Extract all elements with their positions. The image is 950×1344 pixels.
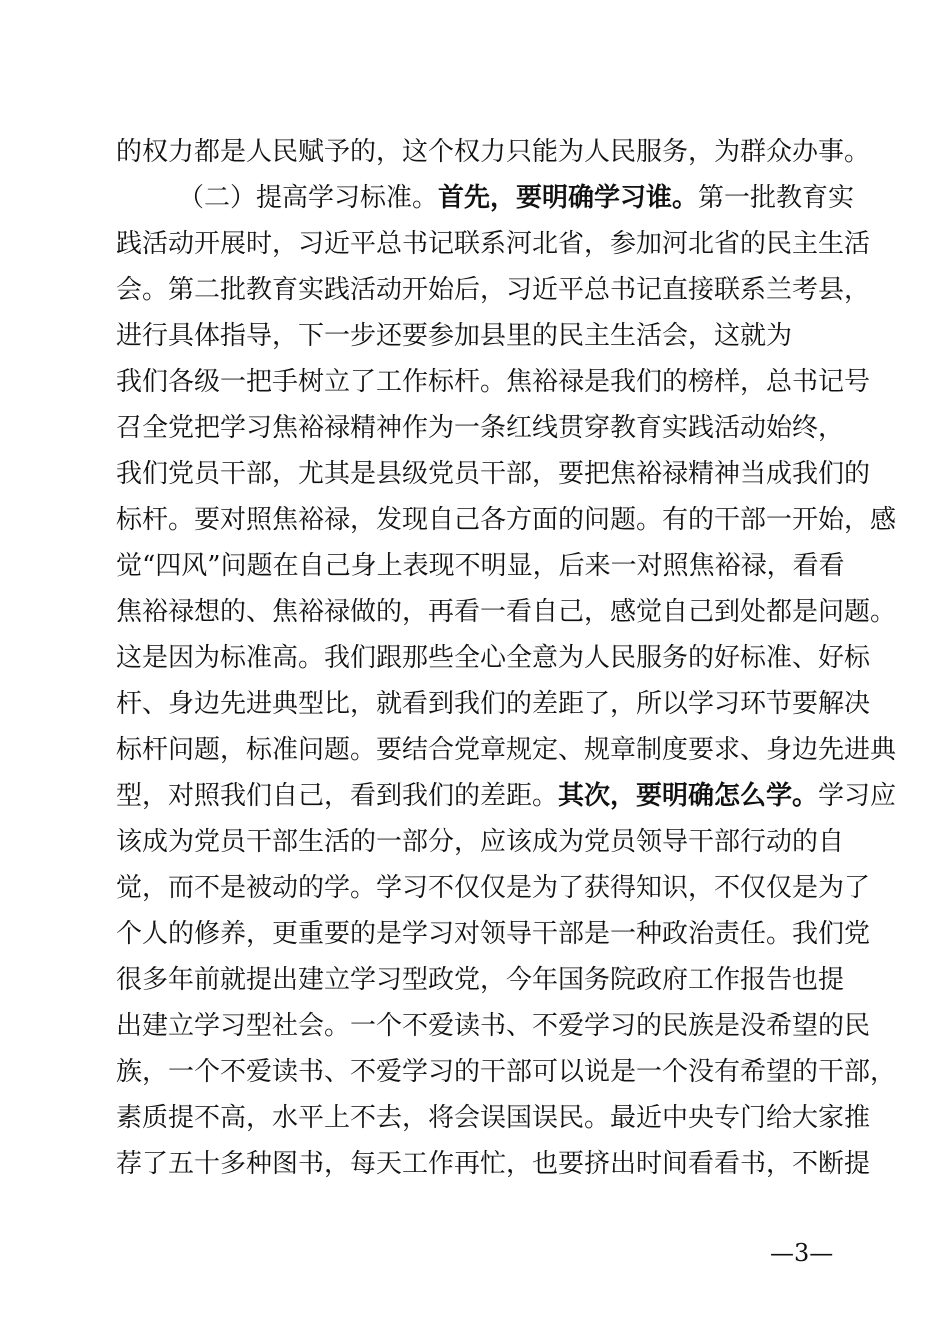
- page-number: —3—: [770, 1239, 834, 1267]
- text-line-7: 召全党把学习焦裕禄精神作为一条红线贯穿教育实践活动始终，: [116, 413, 845, 443]
- text-line-19: 很多年前就提出建立学习型政党，今年国务院政府工作报告也提: [116, 965, 845, 995]
- text-line-8: 我们党员干部，尤其是县级党员干部，要把焦裕禄精神当成我们的: [116, 459, 871, 489]
- text-line-13: 杆、身边先进典型比，就看到我们的差距了，所以学习环节要解决: [116, 689, 871, 719]
- text-line-2: （二）提高学习标准。首先，要明确学习谁。第一批教育实: [178, 183, 855, 213]
- text-line-12: 这是因为标准高。我们跟那些全心全意为人民服务的好标准、好标: [116, 643, 871, 673]
- text-line-6: 我们各级一把手树立了工作标杆。焦裕禄是我们的榜样，总书记号: [116, 367, 871, 397]
- text-line-1: 的权力都是人民赋予的，这个权力只能为人民服务，为群众办事。: [116, 137, 871, 167]
- text-line-15: 型，对照我们自己，看到我们的差距。其次，要明确怎么学。学习应: [116, 781, 897, 811]
- text-line-16: 该成为党员干部生活的一部分，应该成为党员领导干部行动的自: [116, 827, 845, 857]
- text-line-11: 焦裕禄想的、焦裕禄做的，再看一看自己，感觉自己到处都是问题。: [116, 597, 897, 627]
- text-line-18: 个人的修养，更重要的是学习对领导干部是一种政治责任。我们党: [116, 919, 871, 949]
- text-line-20: 出建立学习型社会。一个不爱读书、不爱学习的民族是没希望的民: [116, 1011, 871, 1041]
- bold-heading-2: 其次，要明确怎么学。: [558, 781, 819, 811]
- text-line-3: 践活动开展时，习近平总书记联系河北省，参加河北省的民主生活: [116, 229, 871, 259]
- text-line-22: 素质提不高，水平上不去，将会误国误民。最近中央专门给大家推: [116, 1103, 871, 1133]
- text-line-9: 标杆。要对照焦裕禄，发现自己各方面的问题。有的干部一开始，感: [116, 505, 897, 535]
- text-line-5: 进行具体指导，下一步还要参加县里的民主生活会，这就为: [116, 321, 793, 351]
- text-line-14: 标杆问题，标准问题。要结合党章规定、规章制度要求、身边先进典: [116, 735, 897, 765]
- text-line-10: 觉“四风”问题在自己身上表现不明显，后来一对照焦裕禄，看看: [116, 551, 845, 581]
- text-line-4: 会。第二批教育实践活动开始后，习近平总书记直接联系兰考县，: [116, 275, 871, 305]
- text-line-23: 荐了五十多种图书，每天工作再忙，也要挤出时间看看书，不断提: [116, 1149, 871, 1179]
- bold-heading-1: 首先，要明确学习谁。: [438, 183, 699, 213]
- text-line-17: 觉，而不是被动的学。学习不仅仅是为了获得知识，不仅仅是为了: [116, 873, 871, 903]
- text-line-21: 族，一个不爱读书、不爱学习的干部可以说是一个没有希望的干部，: [116, 1057, 897, 1087]
